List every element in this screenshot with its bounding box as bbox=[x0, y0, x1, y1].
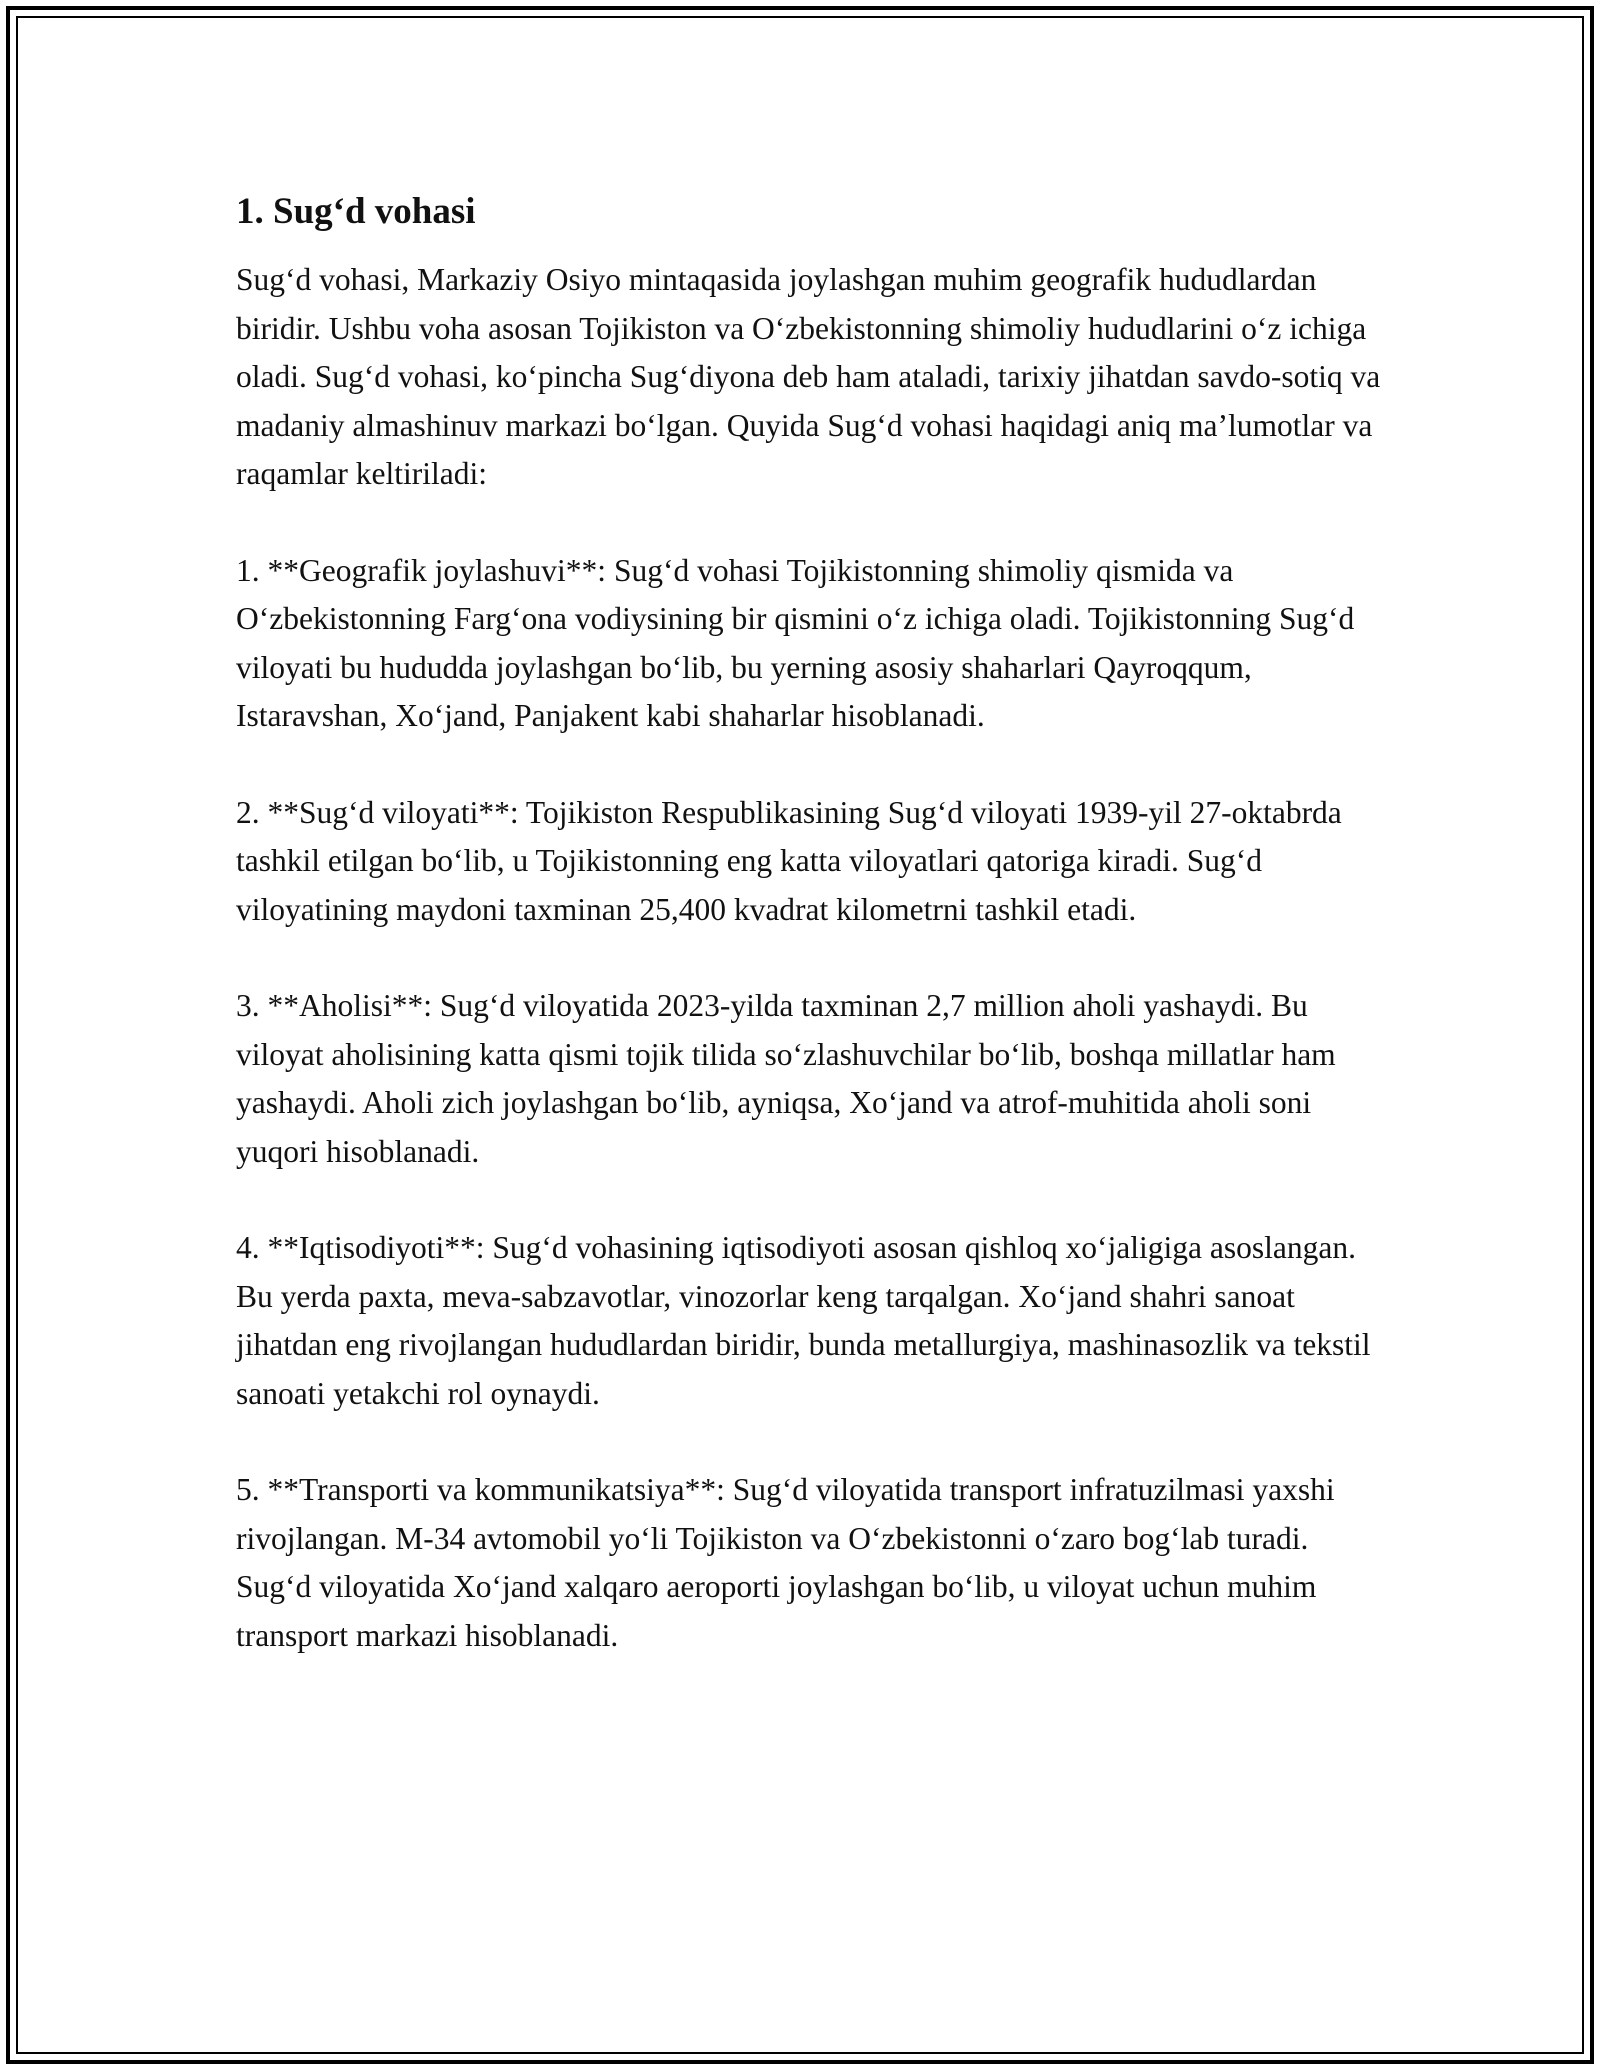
transport-paragraph: 5. **Transporti va kommunikatsiya**: Sug‘d viloyatida transport infratuzilmasi yaxshi rivojlangan. M-34 avtomobil yo‘li Tojikiston va O‘zbekistonni o‘zaro bog‘lab turadi. Sug‘d viloyatida Xo‘jand xalqaro aeroporti joylashgan bo‘lib, u viloyat uchun muhim transport markazi hisoblanadi. bbox=[236, 1472, 1335, 1653]
sugd-viloyati-paragraph: 2. **Sug‘d viloyati**: Tojikiston Respublikasining Sug‘d viloyati 1939-yil 27-oktabrda tashkil etilgan bo‘lib, u Tojikistonning eng katta viloyatlari qatoriga kiradi. Sug‘d viloyatining maydoni taxminan 25,400 kvadrat kilometrni tashkil etadi. bbox=[236, 794, 1342, 927]
section-heading: 1. Sug‘d vohasi bbox=[236, 191, 476, 232]
document-body bbox=[236, 186, 1386, 1660]
iqtisodiyoti-paragraph: 4. **Iqtisodiyoti**: Sug‘d vohasining iqtisodiyoti asosan qishloq xo‘jaligiga asoslangan. Bu yerda paxta, meva-sabzavotlar, vinozorlar keng tarqalgan. Xo‘jand shahri sanoat jihatdan eng rivojlangan hududlardan biridir, bunda metallurgiya, mashinasozlik va tekstil sanoati yetakchi rol oynaydi. bbox=[236, 1230, 1371, 1411]
geografik-joylashuvi-paragraph: 1. **Geografik joylashuvi**: Sug‘d vohasi Tojikistonning shimoliy qismida va O‘zbekistonning Farg‘ona vodiysining bir qismini o‘z ichiga oladi. Tojikistonning Sug‘d viloyati bu hududda joylashgan bo‘lib, bu yerning asosiy shaharlari Qayroqqum, Istaravshan, Xo‘jand, Panjakent kabi shaharlar hisoblanadi. bbox=[236, 552, 1355, 733]
aholisi-paragraph: 3. **Aholisi**: Sug‘d viloyatida 2023-yilda taxminan 2,7 million aholi yashaydi. Bu viloyat aholisining katta qismi tojik tilida so‘zlashuvchilar bo‘lib, boshqa millatlar ham yashaydi. Aholi zich joylashgan bo‘lib, ayniqsa, Xo‘jand va atrof-muhitida aholi soni yuqori hisoblanadi. bbox=[236, 988, 1336, 1169]
intro-paragraph: Sug‘d vohasi, Markaziy Osiyo mintaqasida joylashgan muhim geografik hududlardan biridir. Ushbu voha asosan Tojikiston va O‘zbekistonning shimoliy hududlarini o‘z ichiga oladi. Sug‘d vohasi, ko‘pincha Sug‘diyona deb ham ataladi, tarixiy jihatdan savdo-sotiq va madaniy almashinuv markazi bo‘lgan. Quyida Sug‘d vohasi haqidagi aniq ma’lumotlar va raqamlar keltiriladi: bbox=[236, 262, 1381, 491]
